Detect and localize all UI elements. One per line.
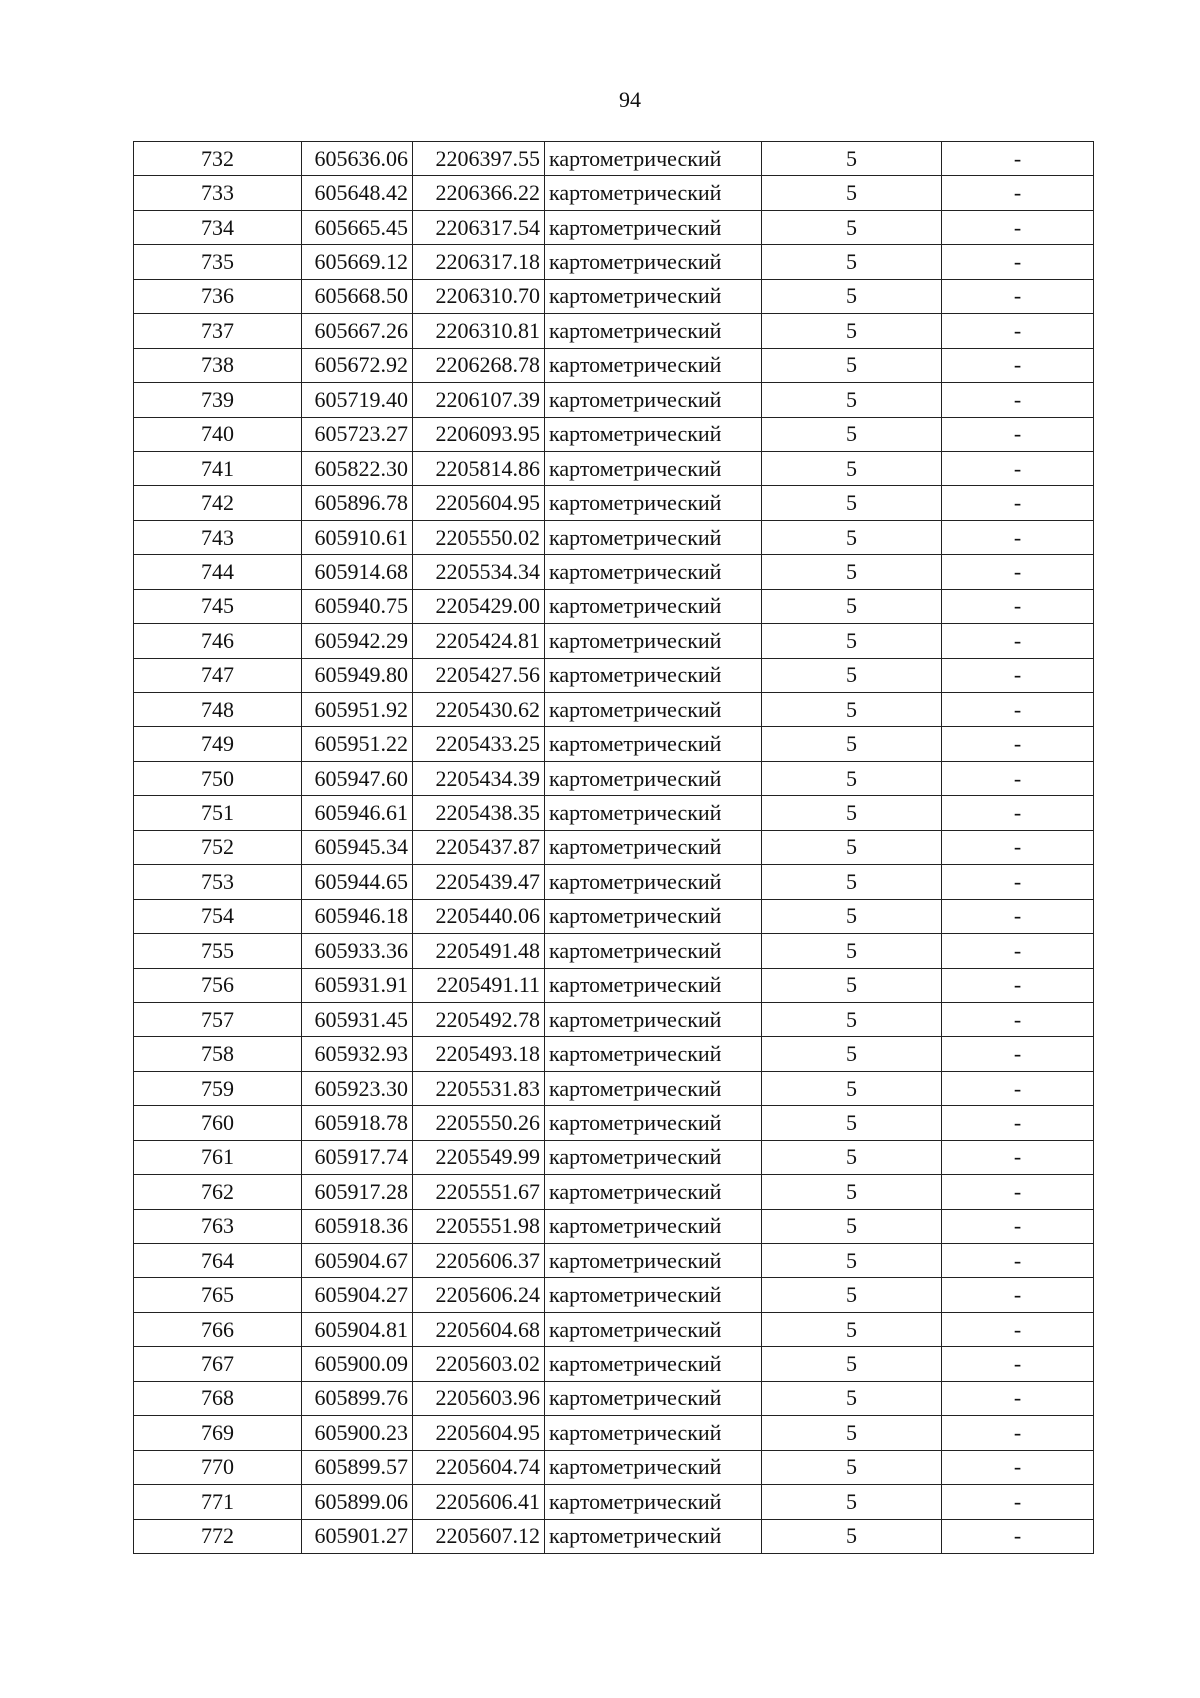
y-coordinate-cell: 2205604.95: [413, 486, 545, 520]
x-coordinate-cell: 605900.09: [302, 1347, 413, 1381]
x-coordinate-cell: 605904.27: [302, 1278, 413, 1312]
accuracy-cell: 5: [762, 727, 942, 761]
method-cell: картометрический: [545, 865, 762, 899]
description-cell: -: [942, 451, 1094, 485]
coordinates-table: [133, 141, 1094, 1554]
table-row: [134, 1450, 1094, 1484]
method-cell: картометрический: [545, 520, 762, 554]
x-coordinate-cell: 605945.34: [302, 830, 413, 864]
y-coordinate-cell: 2205551.98: [413, 1209, 545, 1243]
point-number-cell: 760: [134, 1106, 302, 1140]
point-number-cell: 761: [134, 1140, 302, 1174]
x-coordinate-cell: 605951.22: [302, 727, 413, 761]
point-number-cell: 736: [134, 279, 302, 313]
accuracy-cell: 5: [762, 383, 942, 417]
table-row: [134, 1140, 1094, 1174]
y-coordinate-cell: 2205603.96: [413, 1381, 545, 1415]
x-coordinate-cell: 605917.28: [302, 1175, 413, 1209]
accuracy-cell: 5: [762, 245, 942, 279]
method-cell: картометрический: [545, 693, 762, 727]
method-cell: картометрический: [545, 899, 762, 933]
description-cell: -: [942, 279, 1094, 313]
table-row: [134, 968, 1094, 1002]
description-cell: -: [942, 899, 1094, 933]
method-cell: картометрический: [545, 1037, 762, 1071]
table-row: [134, 624, 1094, 658]
point-number-cell: 738: [134, 348, 302, 382]
description-cell: -: [942, 1140, 1094, 1174]
y-coordinate-cell: 2206366.22: [413, 176, 545, 210]
x-coordinate-cell: 605904.81: [302, 1312, 413, 1346]
method-cell: картометрический: [545, 1106, 762, 1140]
method-cell: картометрический: [545, 1485, 762, 1519]
point-number-cell: 753: [134, 865, 302, 899]
accuracy-cell: 5: [762, 176, 942, 210]
point-number-cell: 748: [134, 693, 302, 727]
point-number-cell: 754: [134, 899, 302, 933]
point-number-cell: 741: [134, 451, 302, 485]
y-coordinate-cell: 2206107.39: [413, 383, 545, 417]
y-coordinate-cell: 2205437.87: [413, 830, 545, 864]
point-number-cell: 765: [134, 1278, 302, 1312]
description-cell: -: [942, 624, 1094, 658]
method-cell: картометрический: [545, 1450, 762, 1484]
x-coordinate-cell: 605899.06: [302, 1485, 413, 1519]
x-coordinate-cell: 605918.36: [302, 1209, 413, 1243]
method-cell: картометрический: [545, 1209, 762, 1243]
point-number-cell: 743: [134, 520, 302, 554]
method-cell: картометрический: [545, 314, 762, 348]
description-cell: -: [942, 1002, 1094, 1036]
description-cell: -: [942, 1519, 1094, 1553]
table-row: [134, 1071, 1094, 1105]
point-number-cell: 756: [134, 968, 302, 1002]
method-cell: картометрический: [545, 279, 762, 313]
accuracy-cell: 5: [762, 1037, 942, 1071]
table-row: [134, 1416, 1094, 1450]
method-cell: картометрический: [545, 348, 762, 382]
x-coordinate-cell: 605940.75: [302, 589, 413, 623]
x-coordinate-cell: 605672.92: [302, 348, 413, 382]
description-cell: -: [942, 1485, 1094, 1519]
description-cell: -: [942, 693, 1094, 727]
table-row: [134, 383, 1094, 417]
table-row: [134, 279, 1094, 313]
y-coordinate-cell: 2206093.95: [413, 417, 545, 451]
table-row: [134, 934, 1094, 968]
description-cell: -: [942, 1312, 1094, 1346]
x-coordinate-cell: 605900.23: [302, 1416, 413, 1450]
description-cell: -: [942, 383, 1094, 417]
table-row: [134, 1347, 1094, 1381]
x-coordinate-cell: 605942.29: [302, 624, 413, 658]
point-number-cell: 746: [134, 624, 302, 658]
point-number-cell: 762: [134, 1175, 302, 1209]
accuracy-cell: 5: [762, 1244, 942, 1278]
description-cell: -: [942, 210, 1094, 244]
y-coordinate-cell: 2205550.26: [413, 1106, 545, 1140]
x-coordinate-cell: 605904.67: [302, 1244, 413, 1278]
table-row: [134, 830, 1094, 864]
y-coordinate-cell: 2205440.06: [413, 899, 545, 933]
x-coordinate-cell: 605910.61: [302, 520, 413, 554]
point-number-cell: 752: [134, 830, 302, 864]
method-cell: картометрический: [545, 1278, 762, 1312]
point-number-cell: 749: [134, 727, 302, 761]
description-cell: -: [942, 1416, 1094, 1450]
description-cell: -: [942, 934, 1094, 968]
description-cell: -: [942, 245, 1094, 279]
table-row: [134, 1278, 1094, 1312]
description-cell: -: [942, 1244, 1094, 1278]
accuracy-cell: 5: [762, 865, 942, 899]
method-cell: картометрический: [545, 727, 762, 761]
y-coordinate-cell: 2206317.54: [413, 210, 545, 244]
point-number-cell: 734: [134, 210, 302, 244]
method-cell: картометрический: [545, 589, 762, 623]
x-coordinate-cell: 605822.30: [302, 451, 413, 485]
y-coordinate-cell: 2206268.78: [413, 348, 545, 382]
table-row: [134, 1485, 1094, 1519]
x-coordinate-cell: 605947.60: [302, 761, 413, 795]
x-coordinate-cell: 605669.12: [302, 245, 413, 279]
accuracy-cell: 5: [762, 1347, 942, 1381]
table-row: [134, 865, 1094, 899]
method-cell: картометрический: [545, 761, 762, 795]
accuracy-cell: 5: [762, 555, 942, 589]
y-coordinate-cell: 2205606.41: [413, 1485, 545, 1519]
accuracy-cell: 5: [762, 1450, 942, 1484]
x-coordinate-cell: 605946.61: [302, 796, 413, 830]
table-row: [134, 451, 1094, 485]
table-row: [134, 210, 1094, 244]
method-cell: картометрический: [545, 1175, 762, 1209]
accuracy-cell: 5: [762, 1140, 942, 1174]
description-cell: -: [942, 1278, 1094, 1312]
y-coordinate-cell: 2205493.18: [413, 1037, 545, 1071]
method-cell: картометрический: [545, 245, 762, 279]
method-cell: картометрический: [545, 1312, 762, 1346]
description-cell: -: [942, 417, 1094, 451]
table-row: [134, 486, 1094, 520]
x-coordinate-cell: 605933.36: [302, 934, 413, 968]
accuracy-cell: 5: [762, 486, 942, 520]
description-cell: -: [942, 589, 1094, 623]
description-cell: -: [942, 1450, 1094, 1484]
description-cell: -: [942, 486, 1094, 520]
y-coordinate-cell: 2205549.99: [413, 1140, 545, 1174]
x-coordinate-cell: 605636.06: [302, 142, 413, 176]
x-coordinate-cell: 605665.45: [302, 210, 413, 244]
y-coordinate-cell: 2205606.37: [413, 1244, 545, 1278]
description-cell: -: [942, 865, 1094, 899]
y-coordinate-cell: 2205429.00: [413, 589, 545, 623]
description-cell: -: [942, 142, 1094, 176]
accuracy-cell: 5: [762, 693, 942, 727]
x-coordinate-cell: 605899.57: [302, 1450, 413, 1484]
accuracy-cell: 5: [762, 1175, 942, 1209]
description-cell: -: [942, 1175, 1094, 1209]
x-coordinate-cell: 605723.27: [302, 417, 413, 451]
method-cell: картометрический: [545, 624, 762, 658]
table-row: [134, 245, 1094, 279]
accuracy-cell: 5: [762, 1071, 942, 1105]
table-row: [134, 417, 1094, 451]
x-coordinate-cell: 605667.26: [302, 314, 413, 348]
method-cell: картометрический: [545, 830, 762, 864]
x-coordinate-cell: 605719.40: [302, 383, 413, 417]
method-cell: картометрический: [545, 383, 762, 417]
table-row: [134, 555, 1094, 589]
description-cell: -: [942, 1037, 1094, 1071]
point-number-cell: 769: [134, 1416, 302, 1450]
method-cell: картометрический: [545, 1140, 762, 1174]
accuracy-cell: 5: [762, 1485, 942, 1519]
point-number-cell: 739: [134, 383, 302, 417]
x-coordinate-cell: 605931.91: [302, 968, 413, 1002]
y-coordinate-cell: 2205439.47: [413, 865, 545, 899]
y-coordinate-cell: 2205551.67: [413, 1175, 545, 1209]
x-coordinate-cell: 605901.27: [302, 1519, 413, 1553]
point-number-cell: 758: [134, 1037, 302, 1071]
accuracy-cell: 5: [762, 796, 942, 830]
accuracy-cell: 5: [762, 417, 942, 451]
table-row: [134, 1244, 1094, 1278]
method-cell: картометрический: [545, 451, 762, 485]
description-cell: -: [942, 796, 1094, 830]
y-coordinate-cell: 2205492.78: [413, 1002, 545, 1036]
accuracy-cell: 5: [762, 1416, 942, 1450]
method-cell: картометрический: [545, 968, 762, 1002]
method-cell: картометрический: [545, 1381, 762, 1415]
point-number-cell: 759: [134, 1071, 302, 1105]
table-row: [134, 1312, 1094, 1346]
x-coordinate-cell: 605946.18: [302, 899, 413, 933]
table-row: [134, 693, 1094, 727]
description-cell: -: [942, 1209, 1094, 1243]
method-cell: картометрический: [545, 1416, 762, 1450]
table-row: [134, 314, 1094, 348]
accuracy-cell: 5: [762, 314, 942, 348]
description-cell: -: [942, 555, 1094, 589]
point-number-cell: 732: [134, 142, 302, 176]
method-cell: картометрический: [545, 1002, 762, 1036]
table-row: [134, 142, 1094, 176]
accuracy-cell: 5: [762, 934, 942, 968]
y-coordinate-cell: 2205434.39: [413, 761, 545, 795]
accuracy-cell: 5: [762, 348, 942, 382]
x-coordinate-cell: 605944.65: [302, 865, 413, 899]
x-coordinate-cell: 605918.78: [302, 1106, 413, 1140]
x-coordinate-cell: 605951.92: [302, 693, 413, 727]
accuracy-cell: 5: [762, 968, 942, 1002]
point-number-cell: 763: [134, 1209, 302, 1243]
y-coordinate-cell: 2205433.25: [413, 727, 545, 761]
method-cell: картометрический: [545, 796, 762, 830]
table-row: [134, 176, 1094, 210]
accuracy-cell: 5: [762, 1002, 942, 1036]
y-coordinate-cell: 2205603.02: [413, 1347, 545, 1381]
point-number-cell: 747: [134, 658, 302, 692]
y-coordinate-cell: 2205491.11: [413, 968, 545, 1002]
description-cell: -: [942, 968, 1094, 1002]
y-coordinate-cell: 2206317.18: [413, 245, 545, 279]
description-cell: -: [942, 761, 1094, 795]
point-number-cell: 750: [134, 761, 302, 795]
method-cell: картометрический: [545, 1244, 762, 1278]
accuracy-cell: 5: [762, 142, 942, 176]
table-row: [134, 796, 1094, 830]
point-number-cell: 766: [134, 1312, 302, 1346]
point-number-cell: 740: [134, 417, 302, 451]
point-number-cell: 751: [134, 796, 302, 830]
y-coordinate-cell: 2205534.34: [413, 555, 545, 589]
description-cell: -: [942, 520, 1094, 554]
description-cell: -: [942, 830, 1094, 864]
method-cell: картометрический: [545, 176, 762, 210]
accuracy-cell: 5: [762, 1106, 942, 1140]
accuracy-cell: 5: [762, 1312, 942, 1346]
method-cell: картометрический: [545, 210, 762, 244]
x-coordinate-cell: 605899.76: [302, 1381, 413, 1415]
method-cell: картометрический: [545, 142, 762, 176]
y-coordinate-cell: 2205438.35: [413, 796, 545, 830]
x-coordinate-cell: 605931.45: [302, 1002, 413, 1036]
y-coordinate-cell: 2205604.68: [413, 1312, 545, 1346]
point-number-cell: 771: [134, 1485, 302, 1519]
accuracy-cell: 5: [762, 658, 942, 692]
x-coordinate-cell: 605648.42: [302, 176, 413, 210]
description-cell: -: [942, 314, 1094, 348]
point-number-cell: 764: [134, 1244, 302, 1278]
y-coordinate-cell: 2205491.48: [413, 934, 545, 968]
accuracy-cell: 5: [762, 451, 942, 485]
method-cell: картометрический: [545, 1347, 762, 1381]
x-coordinate-cell: 605932.93: [302, 1037, 413, 1071]
table-row: [134, 1106, 1094, 1140]
point-number-cell: 733: [134, 176, 302, 210]
table-row: [134, 1175, 1094, 1209]
table-row: [134, 1381, 1094, 1415]
x-coordinate-cell: 605923.30: [302, 1071, 413, 1105]
accuracy-cell: 5: [762, 210, 942, 244]
y-coordinate-cell: 2206310.70: [413, 279, 545, 313]
point-number-cell: 772: [134, 1519, 302, 1553]
table-row: [134, 589, 1094, 623]
y-coordinate-cell: 2205604.95: [413, 1416, 545, 1450]
x-coordinate-cell: 605917.74: [302, 1140, 413, 1174]
point-number-cell: 767: [134, 1347, 302, 1381]
method-cell: картометрический: [545, 486, 762, 520]
method-cell: картометрический: [545, 934, 762, 968]
y-coordinate-cell: 2205427.56: [413, 658, 545, 692]
y-coordinate-cell: 2205606.24: [413, 1278, 545, 1312]
description-cell: -: [942, 348, 1094, 382]
point-number-cell: 770: [134, 1450, 302, 1484]
table-row: [134, 761, 1094, 795]
description-cell: -: [942, 176, 1094, 210]
table-row: [134, 658, 1094, 692]
accuracy-cell: 5: [762, 830, 942, 864]
accuracy-cell: 5: [762, 279, 942, 313]
table-row: [134, 348, 1094, 382]
method-cell: картометрический: [545, 1071, 762, 1105]
description-cell: -: [942, 1071, 1094, 1105]
y-coordinate-cell: 2206310.81: [413, 314, 545, 348]
accuracy-cell: 5: [762, 589, 942, 623]
point-number-cell: 745: [134, 589, 302, 623]
table-row: [134, 1002, 1094, 1036]
method-cell: картометрический: [545, 555, 762, 589]
x-coordinate-cell: 605896.78: [302, 486, 413, 520]
point-number-cell: 768: [134, 1381, 302, 1415]
y-coordinate-cell: 2205424.81: [413, 624, 545, 658]
y-coordinate-cell: 2205604.74: [413, 1450, 545, 1484]
accuracy-cell: 5: [762, 1209, 942, 1243]
description-cell: -: [942, 658, 1094, 692]
accuracy-cell: 5: [762, 624, 942, 658]
accuracy-cell: 5: [762, 520, 942, 554]
description-cell: -: [942, 727, 1094, 761]
table-row: [134, 1037, 1094, 1071]
y-coordinate-cell: 2206397.55: [413, 142, 545, 176]
coordinates-table-body: [134, 142, 1094, 1554]
accuracy-cell: 5: [762, 761, 942, 795]
method-cell: картометрический: [545, 1519, 762, 1553]
table-row: [134, 1519, 1094, 1553]
point-number-cell: 744: [134, 555, 302, 589]
accuracy-cell: 5: [762, 1381, 942, 1415]
accuracy-cell: 5: [762, 899, 942, 933]
accuracy-cell: 5: [762, 1519, 942, 1553]
y-coordinate-cell: 2205430.62: [413, 693, 545, 727]
x-coordinate-cell: 605949.80: [302, 658, 413, 692]
x-coordinate-cell: 605668.50: [302, 279, 413, 313]
description-cell: -: [942, 1347, 1094, 1381]
page-number: 94: [619, 87, 641, 112]
method-cell: картометрический: [545, 417, 762, 451]
table-row: [134, 520, 1094, 554]
point-number-cell: 742: [134, 486, 302, 520]
x-coordinate-cell: 605914.68: [302, 555, 413, 589]
accuracy-cell: 5: [762, 1278, 942, 1312]
table-row: [134, 727, 1094, 761]
y-coordinate-cell: 2205607.12: [413, 1519, 545, 1553]
point-number-cell: 737: [134, 314, 302, 348]
y-coordinate-cell: 2205814.86: [413, 451, 545, 485]
point-number-cell: 755: [134, 934, 302, 968]
y-coordinate-cell: 2205531.83: [413, 1071, 545, 1105]
description-cell: -: [942, 1106, 1094, 1140]
point-number-cell: 735: [134, 245, 302, 279]
y-coordinate-cell: 2205550.02: [413, 520, 545, 554]
method-cell: картометрический: [545, 658, 762, 692]
point-number-cell: 757: [134, 1002, 302, 1036]
table-row: [134, 899, 1094, 933]
table-row: [134, 1209, 1094, 1243]
description-cell: -: [942, 1381, 1094, 1415]
